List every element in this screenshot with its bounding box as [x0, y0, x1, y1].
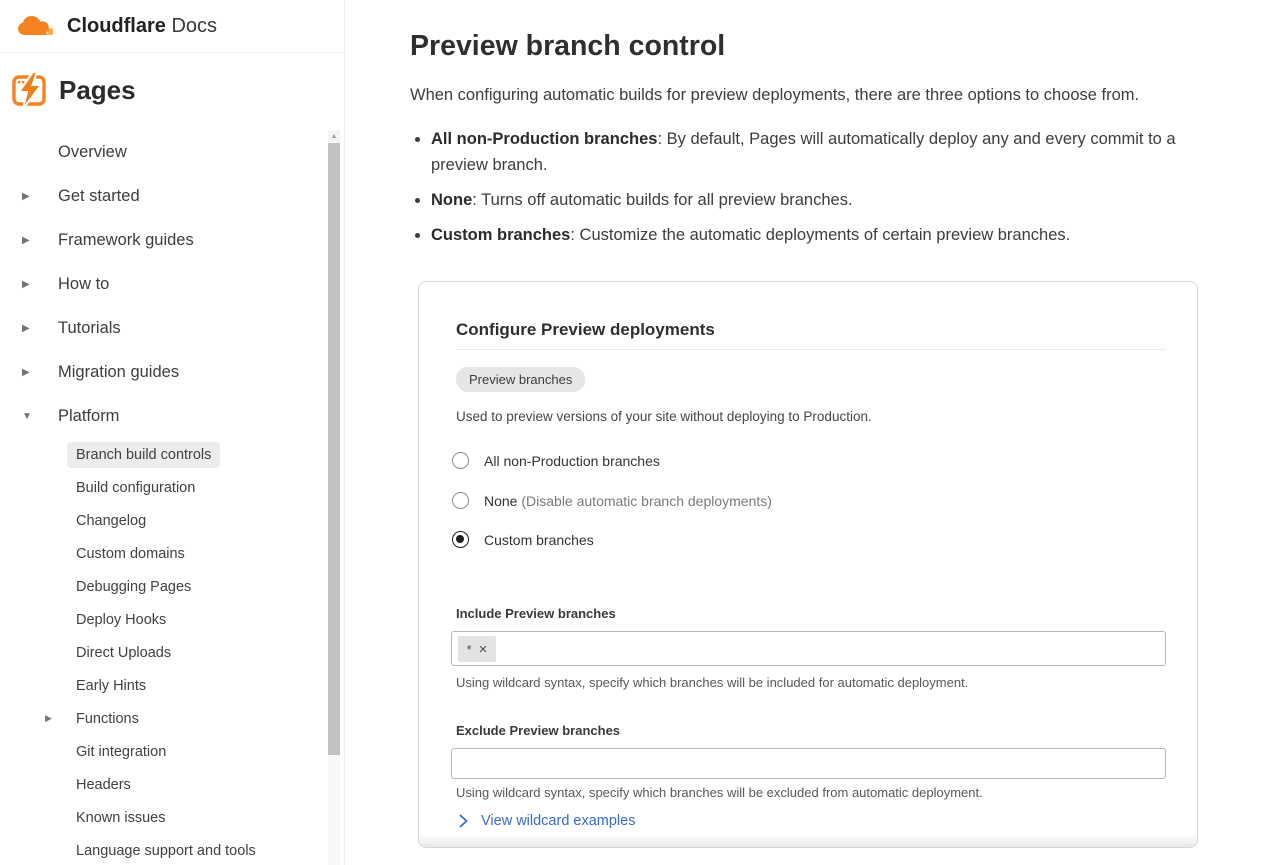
- sidebar-item-label: Migration guides: [58, 362, 180, 381]
- bullet-term: None: [431, 191, 473, 209]
- sidebar-item-label: Tutorials: [58, 318, 121, 337]
- sidebar-item-how-to[interactable]: [0, 262, 331, 306]
- figure-exclude-label: Exclude Preview branches: [456, 723, 621, 738]
- sidebar-item-functions[interactable]: [0, 702, 331, 735]
- page-title: Preview branch control: [410, 30, 726, 62]
- sidebar-item-label: Direct Uploads: [76, 644, 172, 661]
- product-label: Pages: [59, 74, 136, 105]
- figure-preview-branches-badge: Preview branches: [456, 367, 585, 392]
- caret-right-icon: ▶: [22, 278, 30, 290]
- sidebar-item-headers[interactable]: [0, 768, 331, 801]
- caret-down-icon: ▼: [22, 410, 32, 422]
- sidebar-item-label: Overview: [58, 142, 127, 161]
- sidebar-item-known-issues[interactable]: [0, 801, 331, 834]
- cloudflare-logo-icon: [17, 14, 57, 39]
- sidebar-item-label: How to: [58, 274, 110, 293]
- sidebar-item-label: Platform: [58, 406, 120, 425]
- sidebar-item-label: Functions: [76, 710, 139, 727]
- sidebar-item-label: Debugging Pages: [76, 578, 192, 595]
- list-item: [431, 187, 1186, 213]
- sidebar-item-label: Language support and tools: [76, 842, 256, 859]
- figure-include-help: Using wildcard syntax, specify which branches will be included for automatic deployment.: [456, 675, 969, 690]
- radio-checked-icon: [452, 531, 469, 548]
- figure-radio-all-non-production: [452, 452, 660, 469]
- chevron-right-icon: [459, 814, 468, 828]
- link-label: View wildcard examples: [481, 813, 636, 829]
- sidebar-item-early-hints[interactable]: [0, 669, 331, 702]
- sidebar-item-label: Git integration: [76, 743, 167, 760]
- sidebar-item-framework-guides[interactable]: [0, 218, 331, 262]
- sidebar-item-migration-guides[interactable]: [0, 350, 331, 394]
- figure-radio-none: [452, 492, 772, 509]
- radio-unchecked-icon: [452, 492, 469, 509]
- sidebar-item-label: Get started: [58, 186, 140, 205]
- dashboard-screenshot-figure: [418, 281, 1198, 848]
- intro-paragraph: When configuring automatic builds for preview deployments, there are three options to choose from.: [410, 86, 1140, 104]
- sidebar-item-label: Early Hints: [76, 677, 147, 694]
- radio-label: Custom branches: [484, 531, 594, 548]
- sidebar-nav: [0, 130, 331, 865]
- bullet-term: Custom branches: [431, 226, 571, 244]
- caret-right-icon: ▶: [22, 234, 30, 246]
- figure-view-wildcard-examples-link: [459, 813, 635, 829]
- sidebar-item-label: Headers: [76, 776, 131, 793]
- list-item: [431, 222, 1186, 248]
- radio-label: All non-Production branches: [484, 452, 660, 469]
- sidebar: [0, 0, 345, 865]
- scrollbar-up-arrow-icon[interactable]: ▲: [328, 130, 340, 143]
- sidebar-item-label: Build configuration: [76, 479, 196, 496]
- caret-right-icon: ▶: [45, 713, 52, 723]
- radio-label-main: None: [484, 492, 518, 509]
- options-list: [431, 126, 1201, 248]
- sidebar-item-label: Deploy Hooks: [76, 611, 167, 628]
- bullet-desc: : Turns off automatic builds for all preview branches.: [472, 191, 853, 209]
- main-content: [410, 0, 1271, 848]
- cloudflare-docs-home-link[interactable]: [0, 0, 344, 53]
- sidebar-item-language-support-and-tools[interactable]: [0, 834, 331, 865]
- bullet-term: All non-Production branches: [431, 130, 658, 148]
- brand-docs: Docs: [171, 14, 218, 37]
- sidebar-item-label: Branch build controls: [67, 442, 220, 468]
- figure-include-label: Include Preview branches: [456, 606, 616, 621]
- sidebar-item-label: Framework guides: [58, 230, 194, 249]
- figure-description: Used to preview versions of your site without deploying to Production.: [456, 409, 872, 424]
- sidebar-item-platform[interactable]: [0, 394, 331, 438]
- sidebar-item-branch-build-controls[interactable]: [0, 438, 331, 471]
- sidebar-item-build-configuration[interactable]: [0, 471, 331, 504]
- caret-right-icon: ▶: [22, 366, 30, 378]
- radio-label-note: (Disable automatic branch deployments): [521, 492, 772, 509]
- figure-heading: Configure Preview deployments: [456, 320, 715, 339]
- pages-product-icon: [10, 70, 50, 110]
- figure-bottom-strip: [419, 836, 1197, 847]
- figure-include-input: [451, 631, 1166, 666]
- sidebar-item-direct-uploads[interactable]: [0, 636, 331, 669]
- figure-wildcard-chip: [458, 636, 496, 662]
- sidebar-scrollbar[interactable]: [328, 130, 340, 865]
- close-icon: ×: [478, 640, 488, 658]
- sidebar-item-debugging-pages[interactable]: [0, 570, 331, 603]
- brand-cloudflare: Cloudflare: [67, 14, 166, 37]
- sidebar-item-get-started[interactable]: [0, 174, 331, 218]
- sidebar-item-overview[interactable]: [0, 130, 331, 174]
- radio-label: [484, 493, 772, 509]
- figure-radio-custom-branches: [452, 531, 594, 548]
- brand-text: [67, 15, 217, 38]
- bullet-desc: : Customize the automatic deployments of certain preview branches.: [570, 226, 1071, 244]
- figure-exclude-input: [451, 748, 1166, 779]
- sidebar-item-custom-domains[interactable]: [0, 537, 331, 570]
- list-item: [431, 126, 1186, 178]
- figure-exclude-help: Using wildcard syntax, specify which branches will be excluded from automatic deployment.: [456, 785, 983, 800]
- radio-unchecked-icon: [452, 452, 469, 469]
- sidebar-item-label: Changelog: [76, 512, 147, 529]
- bullet-desc: : By default, Pages will automatically deploy any and every commit to a preview branch.: [431, 130, 1176, 174]
- chip-value: *: [466, 641, 472, 657]
- sidebar-item-label: Custom domains: [76, 545, 185, 562]
- divider: [456, 349, 1166, 350]
- caret-right-icon: ▶: [22, 322, 30, 334]
- sidebar-item-label: Known issues: [76, 809, 166, 826]
- sidebar-item-tutorials[interactable]: [0, 306, 331, 350]
- sidebar-item-changelog[interactable]: [0, 504, 331, 537]
- sidebar-item-git-integration[interactable]: [0, 735, 331, 768]
- caret-right-icon: ▶: [22, 190, 30, 202]
- sidebar-item-deploy-hooks[interactable]: [0, 603, 331, 636]
- scrollbar-thumb[interactable]: [328, 143, 340, 755]
- product-pages-link[interactable]: [10, 70, 344, 110]
